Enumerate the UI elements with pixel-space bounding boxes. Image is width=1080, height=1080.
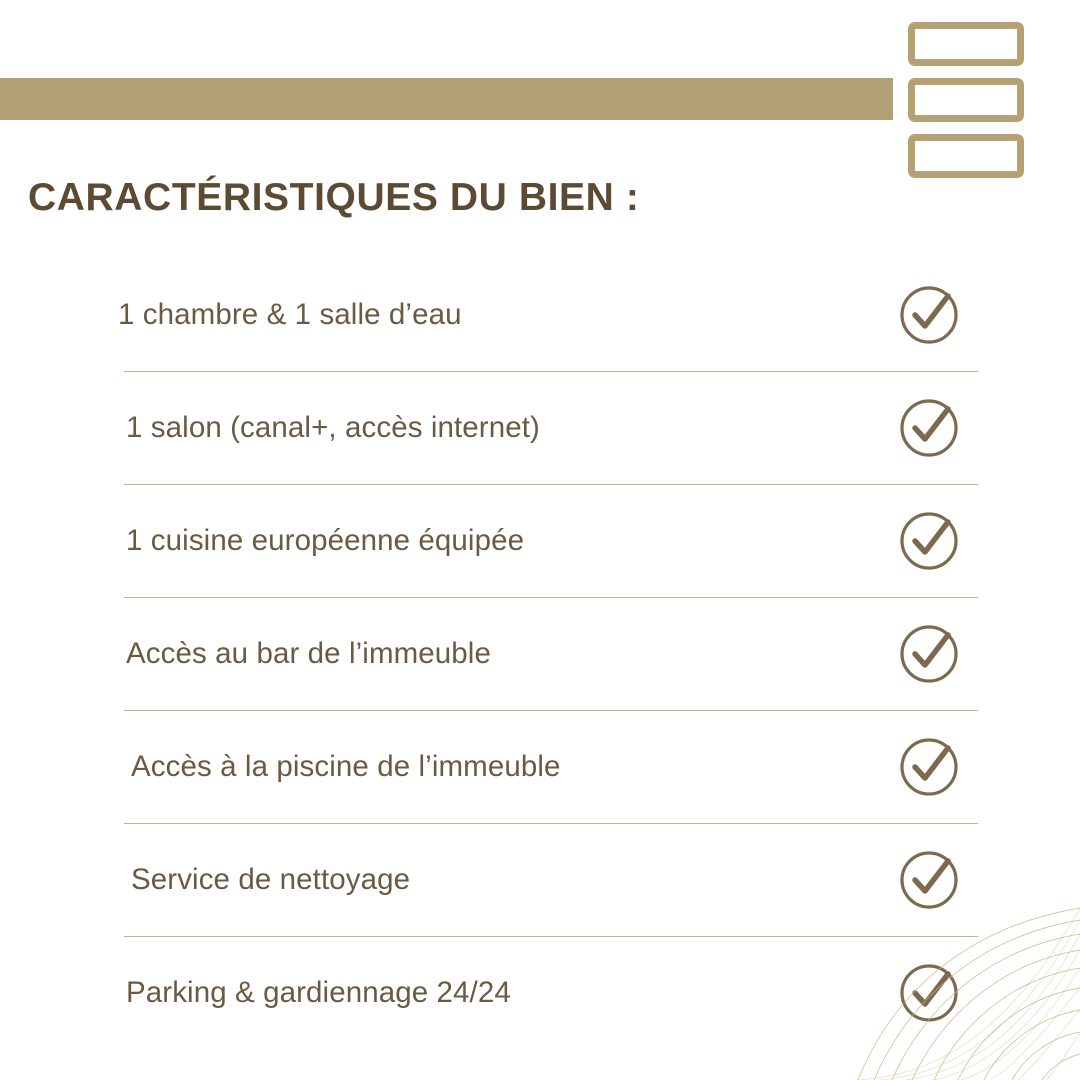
feature-list — [112, 258, 978, 1049]
header-accent-band — [0, 78, 893, 120]
check-circle-icon — [898, 849, 960, 911]
list-item — [112, 936, 978, 1049]
list-item — [112, 484, 978, 597]
feature-label: Accès au bar de l’immeuble — [126, 636, 491, 670]
feature-label: Parking & gardiennage 24/24 — [126, 975, 511, 1009]
logo-bar-middle — [908, 78, 1024, 122]
list-item — [112, 371, 978, 484]
check-circle-icon — [898, 736, 960, 798]
logo-bar-bottom — [908, 134, 1024, 178]
list-item — [112, 710, 978, 823]
feature-label: 1 salon (canal+, accès internet) — [126, 410, 540, 444]
check-circle-icon — [898, 623, 960, 685]
logo-bar-top — [908, 22, 1024, 66]
feature-label: Service de nettoyage — [131, 862, 411, 896]
feature-label: Accès à la piscine de l’immeuble — [131, 749, 561, 783]
check-circle-icon — [898, 284, 960, 346]
check-circle-icon — [898, 510, 960, 572]
page-title: CARACTÉRISTIQUES DU BIEN : — [28, 176, 640, 219]
brand-logo — [908, 22, 1024, 182]
list-item — [112, 258, 978, 371]
list-item — [112, 823, 978, 936]
feature-label: 1 chambre & 1 salle d’eau — [118, 297, 462, 331]
check-circle-icon — [898, 962, 960, 1024]
check-circle-icon — [898, 397, 960, 459]
feature-label: 1 cuisine européenne équipée — [126, 523, 525, 557]
list-item — [112, 597, 978, 710]
